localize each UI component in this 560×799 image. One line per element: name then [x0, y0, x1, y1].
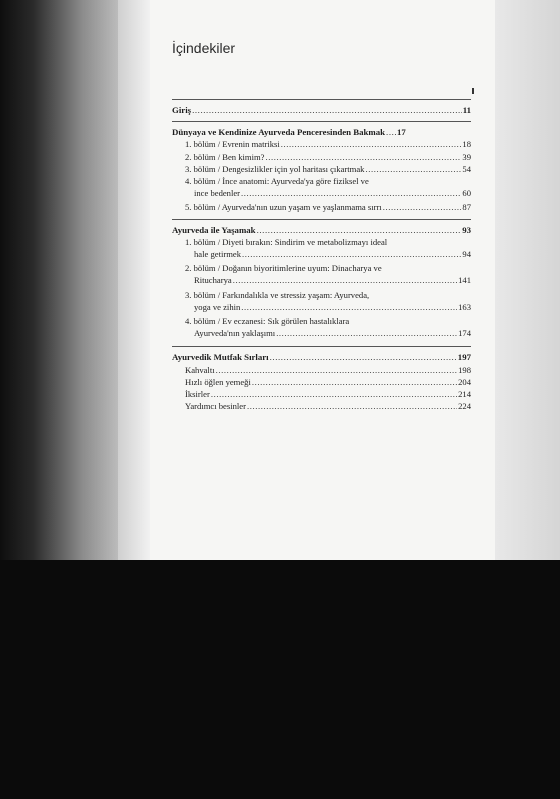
section-title: Ayurvedik Mutfak Sırları: [172, 352, 269, 363]
toc-entry[interactable]: [172, 289, 471, 313]
entry-page: 214: [458, 389, 471, 400]
toc-entry[interactable]: [172, 364, 471, 376]
entry-page: 204: [458, 376, 471, 387]
book-page: [150, 0, 495, 560]
entry-title: Giriş: [172, 105, 192, 115]
entry-continuation: [172, 248, 471, 260]
entry-title: Ayurveda'nın yaklaşımı: [194, 328, 276, 339]
leader-dots: [233, 274, 457, 286]
leader-dots: [266, 151, 462, 163]
page-title: İçindekiler: [172, 40, 236, 56]
table-of-contents: [172, 99, 471, 417]
leader-dots: [242, 248, 461, 260]
scan-mark: [472, 88, 474, 94]
toc-section-2: [172, 220, 471, 347]
entry-title: hale getirmek: [194, 249, 242, 260]
leader-dots: [241, 187, 461, 199]
section-heading[interactable]: [172, 351, 471, 363]
entry-page: 11: [462, 105, 471, 115]
toc-entry[interactable]: [172, 104, 471, 116]
entry-first-line: 4. bölüm / Ev eczanesi: Sık görülen hastalıklara: [185, 316, 350, 327]
entry-title: Yardımcı besinler: [185, 401, 246, 412]
section-page: 17: [397, 127, 406, 138]
entry-title: ince bedenler: [194, 188, 241, 199]
entry-page: 174: [458, 328, 471, 339]
section-heading[interactable]: [172, 224, 471, 236]
leader-dots: [365, 163, 461, 175]
entry-title: İksirler: [185, 389, 210, 400]
section-page: 93: [462, 224, 471, 235]
entry-title: 2. bölüm / Ben kimim?: [185, 151, 265, 162]
entry-first-line: 1. bölüm / Diyeti bırakın: Sindirim ve metabolizmayı ideal: [185, 236, 388, 247]
binding-shadow: [0, 0, 150, 560]
entry-page: 94: [462, 249, 471, 260]
leader-dots: [192, 104, 462, 116]
toc-entry[interactable]: [172, 400, 471, 412]
toc-entry[interactable]: [172, 201, 471, 213]
entry-first-line: 3. bölüm / Farkındalıkla ve stressiz yaşam: Ayurveda,: [185, 289, 370, 300]
leader-dots: [386, 126, 396, 138]
toc-entry[interactable]: [172, 138, 471, 150]
entry-page: 198: [458, 364, 471, 375]
entry-continuation: [172, 187, 471, 199]
entry-first-line: 4. bölüm / İnce anatomi: Ayurveda'ya göre fiziksel ve: [185, 176, 369, 187]
entry-title: Ritucharya: [194, 275, 232, 286]
leader-dots: [241, 301, 457, 313]
entry-title: yoga ve zihin: [194, 301, 241, 312]
toc-entry[interactable]: [172, 151, 471, 163]
toc-section-3: [172, 347, 471, 417]
toc-entry[interactable]: [172, 163, 471, 175]
entry-page: 18: [462, 139, 471, 150]
entry-page: 87: [462, 202, 471, 213]
entry-page: 224: [458, 401, 471, 412]
leader-dots: [252, 376, 457, 388]
toc-entry[interactable]: [172, 315, 471, 339]
toc-entry[interactable]: [172, 376, 471, 388]
entry-continuation: [172, 327, 471, 339]
leader-dots: [281, 138, 462, 150]
leader-dots: [276, 327, 457, 339]
entry-continuation: [172, 274, 471, 286]
toc-entry[interactable]: [172, 175, 471, 199]
entry-continuation: [172, 301, 471, 313]
leader-dots: [247, 400, 457, 412]
entry-page: 39: [462, 151, 471, 162]
entry-page: 141: [458, 275, 471, 286]
section-page: 197: [457, 352, 471, 363]
toc-entry[interactable]: [172, 388, 471, 400]
toc-entry[interactable]: [172, 236, 471, 260]
entry-page: 60: [462, 188, 471, 199]
section-title: Ayurveda ile Yaşamak: [172, 224, 256, 235]
toc-section-intro: [172, 100, 471, 121]
toc-section-1: [172, 122, 471, 218]
leader-dots: [383, 201, 462, 213]
entry-title: Hızlı öğlen yemeği: [185, 376, 251, 387]
leader-dots: [257, 224, 462, 236]
leader-dots: [270, 351, 457, 363]
entry-page: 54: [462, 163, 471, 174]
section-heading[interactable]: [172, 126, 471, 138]
entry-title: Kahvaltı: [185, 364, 215, 375]
entry-first-line: 2. bölüm / Doğanın biyoritimlerine uyum: Dinacharya ve: [185, 263, 382, 274]
section-title: Dünyaya ve Kendinize Ayurveda Penceresinden Bakmak: [172, 127, 386, 138]
leader-dots: [211, 388, 457, 400]
entry-title: 5. bölüm / Ayurveda'nın uzun yaşam ve yaşlanmama sırrı: [185, 202, 382, 213]
entry-title: 3. bölüm / Dengesizlikler için yol haritası çıkartmak: [185, 163, 365, 174]
entry-page: 163: [458, 301, 471, 312]
leader-dots: [216, 364, 458, 376]
facing-page-edge: [495, 0, 560, 560]
entry-title: 1. bölüm / Evrenin matriksi: [185, 139, 280, 150]
toc-entry[interactable]: [172, 262, 471, 286]
